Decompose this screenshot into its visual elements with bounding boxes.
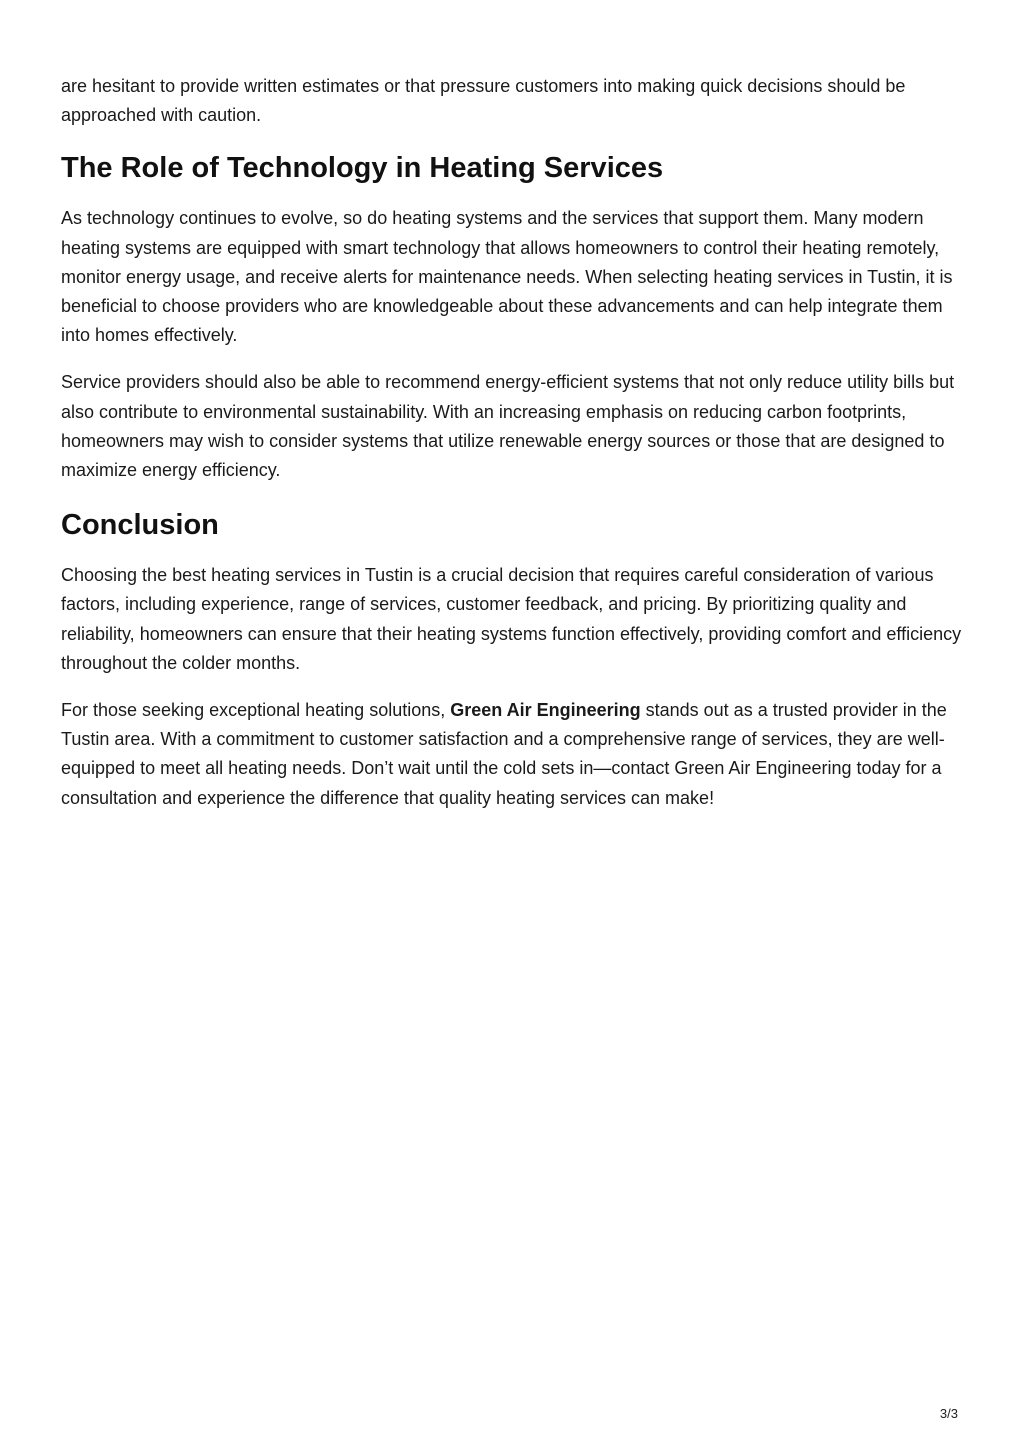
technology-paragraph-2: Service providers should also be able to recommend energy-efficient systems that not only reduce utility bills but also contribute to environmental sustainability. With an increasing emphasis on reducing carbon footprints, homeowners may wish to consider systems that utilize renewable energy sources or those that are designed to maximize energy efficiency. <box>61 372 955 481</box>
technology-heading: The Role of Technology in Heating Services <box>61 152 664 185</box>
document-body <box>61 72 966 831</box>
conclusion-paragraph-1: Choosing the best heating services in Tustin is a crucial decision that requires careful consideration of various factors, including experience, range of services, customer feedback, and pricing. By prioritizing quality and reliability, homeowners can ensure that their heating systems function effectively, providing comfort and efficiency throughout the colder months. <box>61 565 962 673</box>
conclusion-heading: Conclusion <box>61 509 219 542</box>
page-number: 3/3 <box>939 1406 958 1421</box>
conclusion-paragraph-2-lead: For those seeking exceptional heating solutions, <box>61 700 451 721</box>
technology-paragraph-1: As technology continues to evolve, so do heating systems and the services that support them. Many modern heating systems are equipped with smart technology that allows homeowners to control their heating remotely, monitor energy usage, and receive alerts for maintenance needs. When selecting heating services in Tustin, it is beneficial to choose providers who are knowledgeable about these advancements and can help integrate them into homes effectively. <box>61 208 953 346</box>
conclusion-paragraph-2 <box>61 696 966 813</box>
intro-paragraph: are hesitant to provide written estimates or that pressure customers into making quick decisions should be approached with caution. <box>61 76 906 126</box>
company-name: Green Air Engineering <box>450 700 641 721</box>
conclusion-paragraph-2-rest: stands out as a trusted provider in the Tustin area. With a commitment to customer satisfaction and a comprehensive range of services, they are well-equipped to meet all heating needs. Don’t wait until the cold sets in—contact Green Air Engineering today for a consultation and experience the difference that quality heating services can make! <box>61 700 947 808</box>
